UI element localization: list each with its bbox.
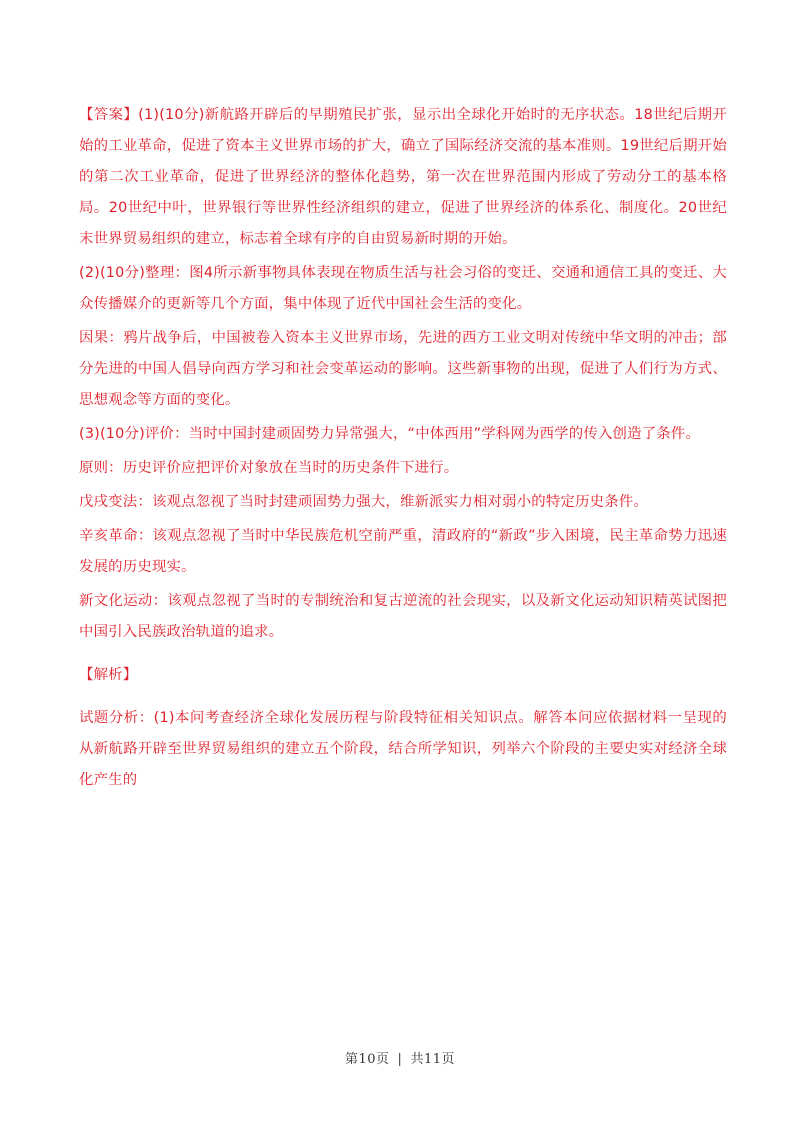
page-number-current: 第10页 [345, 1052, 390, 1067]
answer-label: 【答案】 [79, 107, 139, 123]
answer-paragraph-2: (2)(10分)整理：图4所示新事物具体表现在物质生活与社会习俗的变迁、交通和通信工具的变迁、大众传播媒介的更新等几个方面，集中体现了近代中国社会生活的变化。 [79, 265, 727, 312]
answer-paragraph-3: 因果：鸦片战争后，中国被卷入资本主义世界市场，先进的西方工业文明对传统中华文明的冲击；部分先进的中国人倡导向西方学习和社会变革运动的影响。这些新事物的出现，促进了人们行为方式、思想观念等方面的变化。 [79, 330, 727, 408]
analysis-label: 【解析】 [79, 667, 138, 683]
answer-paragraph-1 [79, 100, 727, 255]
answer-paragraph-7: 辛亥革命：该观点忽视了当时中华民族危机空前严重，清政府的“新政”步入困境，民主革命势力迅速发展的历史现实。 [79, 528, 727, 575]
footer-separator: | [397, 1052, 403, 1067]
answer-paragraph-4: (3)(10分)评价：当时中国封建顽固势力异常强大，“中体西用”学科网为西学的传入创造了条件。 [79, 426, 701, 442]
answer-paragraph-6: 戊戌变法：该观点忽视了当时封建顽固势力强大，维新派实力相对弱小的特定历史条件。 [79, 494, 649, 510]
answer-paragraph-8: 新文化运动：该观点忽视了当时的专制统治和复古逆流的社会现实，以及新文化运动知识精英试图把中国引入民族政治轨道的追求。 [79, 593, 727, 640]
page-content [79, 100, 727, 799]
answer-paragraph-5: 原则：历史评价应把评价对象放在当时的历史条件下进行。 [79, 460, 459, 476]
page-footer [0, 1048, 800, 1067]
analysis-paragraph-1: 试题分析：(1)本问考查经济全球化发展历程与阶段特征相关知识点。解答本问应依据材料一呈现的从新航路开辟至世界贸易组织的建立五个阶段，结合所学知识，列举六个阶段的主要史实对经济全球化产生的 [79, 710, 727, 788]
page-number-total: 共11页 [410, 1052, 455, 1067]
answer-text-1: (1)(10分)新航路开辟后的早期殖民扩张，显示出全球化开始时的无序状态。18世纪后期开始的工业革命，促进了资本主义世界市场的扩大，确立了国际经济交流的基本准则。19世纪后期开始的第二次工业革命，促进了世界经济的整体化趋势，第一次在世界范围内形成了劳动分工的基本格局。20世纪中叶，世界银行等世界性经济组织的建立，促进了世界经济的体系化、制度化。20世纪末世界贸易组织的建立，标志着全球有序的自由贸易新时期的开始。 [79, 107, 727, 247]
